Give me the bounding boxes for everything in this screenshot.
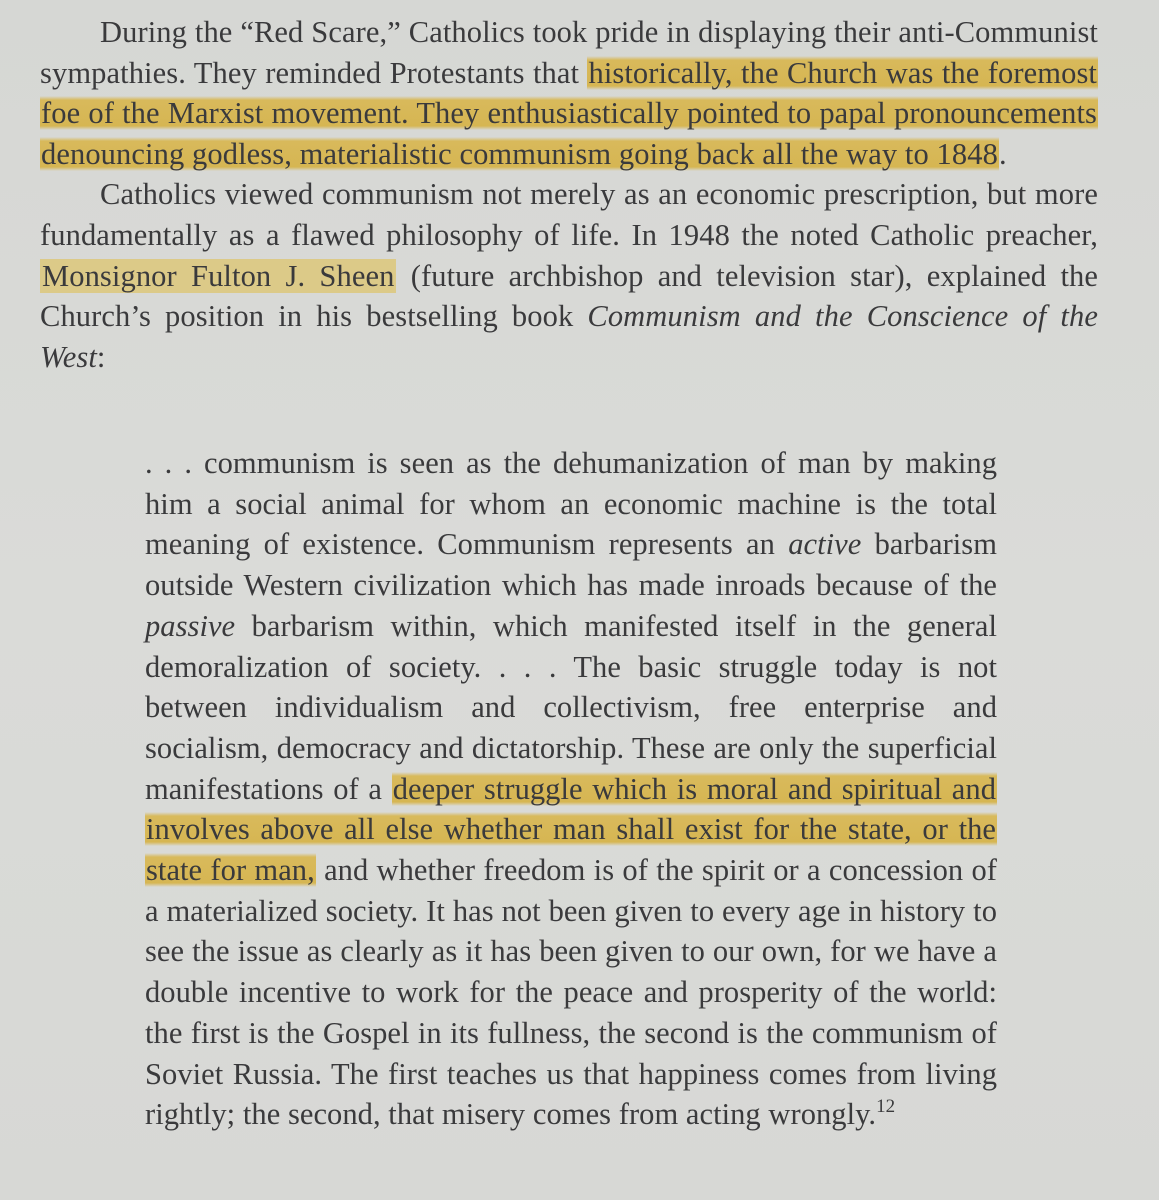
paragraph-2-mid: (future archbishop and television star), explained the Church’s position in his bestselling book xyxy=(40,258,1099,334)
paragraph-1 xyxy=(40,12,1098,174)
quote-paragraph xyxy=(145,443,997,1135)
quote-text-1: . . . communism is seen as the dehumanization of man by making him a social animal for whom an economic machine is the total meaning of existence. Communism represents an xyxy=(145,446,997,562)
book-title: Communism and the Conscience of the West xyxy=(40,299,1098,374)
body-text xyxy=(40,12,1098,377)
quote-highlight[interactable]: deeper struggle which is moral and spiritual and involves above all else whether man shall exist for the state, or the state for man, xyxy=(146,771,996,888)
footnote-marker[interactable]: 12 xyxy=(876,1096,896,1118)
quote-text-3: barbarism within, which manifested itself in the general demoralization of society. . . . The basic struggle today is not between individualism and collectivism, free enterprise and socialism, democracy and dictatorship. These are only the superficial manifestations of a xyxy=(145,608,997,806)
paragraph-1-end: . xyxy=(998,136,1007,171)
block-quote xyxy=(145,443,997,1135)
quote-text-2: barbarism outside Western civilization which has made inroads because of the xyxy=(145,527,997,603)
paragraph-1-highlight[interactable]: historically, the Church was the foremost foe of the Marxist movement. They enthusiastically pointed to papal pronouncements denouncing godless, materialistic communism going back all the way to 1848 xyxy=(41,55,1098,171)
quote-text-4: and whether freedom is of the spirit or a concession of a materialized society. It has not been given to every age in history to see the issue as clearly as it has been given to our own, for we have a double incentive to work for the peace and prosperity of the world: the first is the Gospel in its fullness, the second is the communism of Soviet Russia. The first teaches us that happiness comes from living rightly; the second, that misery comes from acting wrongly. xyxy=(145,853,997,1132)
paragraph-2-highlight[interactable]: Monsignor Fulton J. Sheen xyxy=(42,258,395,293)
paragraph-2-end: : xyxy=(96,339,106,374)
paragraph-2 xyxy=(40,174,1098,377)
quote-italic-passive: passive xyxy=(145,608,236,643)
quote-italic-active: active xyxy=(788,527,862,562)
paragraph-2-text: Catholics viewed communism not merely as an economic prescription, but more fundamentally as a flawed philosophy of life. In 1948 the noted Catholic preacher, xyxy=(40,177,1098,252)
paragraph-1-text: During the “Red Scare,” Catholics took pride in displaying their anti-Communist sympathies. They reminded Protestants that xyxy=(40,15,1098,90)
